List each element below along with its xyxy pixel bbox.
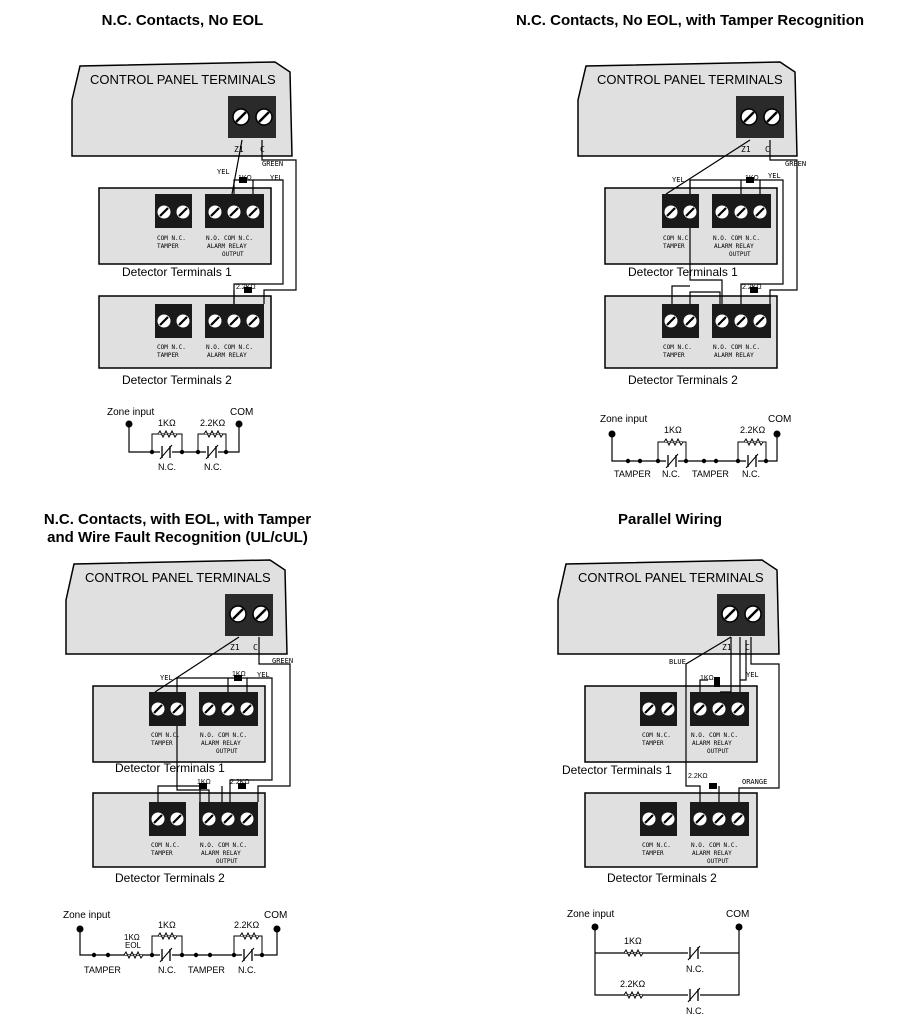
diagram-title-3-line2: and Wire Fault Recognition (UL/cUL) — [47, 529, 308, 546]
svg-text:2.2KΩ: 2.2KΩ — [230, 779, 250, 786]
svg-text:2.2KΩ: 2.2KΩ — [620, 979, 646, 989]
svg-text:ALARM RELAY: ALARM RELAY — [201, 850, 241, 857]
svg-text:COM N.C.: COM N.C. — [642, 842, 671, 849]
control-panel-label: CONTROL PANEL TERMINALS — [90, 72, 276, 87]
svg-text:TAMPER: TAMPER — [157, 243, 179, 250]
svg-text:COM N.C.: COM N.C. — [663, 344, 692, 351]
diagram-4 — [558, 560, 779, 1016]
svg-text:TAMPER: TAMPER — [151, 850, 173, 857]
svg-text:1KΩ: 1KΩ — [664, 425, 682, 435]
svg-text:TAMPER: TAMPER — [642, 850, 664, 857]
svg-text:N.O. COM N.C.: N.O. COM N.C. — [206, 344, 253, 351]
svg-text:GREEN: GREEN — [785, 160, 807, 168]
svg-text:1KΩ: 1KΩ — [158, 920, 176, 930]
detector-1-label: Detector Terminals 1 — [628, 265, 738, 279]
detector-2-label: Detector Terminals 2 — [122, 373, 232, 387]
svg-text:EOL: EOL — [125, 941, 142, 950]
diagram-3 — [63, 560, 293, 975]
svg-text:TAMPER: TAMPER — [663, 243, 685, 250]
svg-text:YEL: YEL — [257, 671, 270, 679]
svg-text:N.C.: N.C. — [686, 1006, 704, 1016]
svg-text:C: C — [765, 145, 770, 154]
svg-text:TAMPER: TAMPER — [157, 352, 179, 359]
svg-text:OUTPUT: OUTPUT — [216, 748, 238, 755]
svg-text:ALARM RELAY: ALARM RELAY — [207, 352, 247, 359]
svg-text:N.O. COM N.C.: N.O. COM N.C. — [713, 235, 760, 242]
diagram-title-2: N.C. Contacts, No EOL, with Tamper Recognition — [515, 12, 865, 29]
svg-text:1KΩ: 1KΩ — [624, 936, 642, 946]
wire-yel-label-1: YEL — [217, 168, 230, 176]
detector-1-label: Detector Terminals 1 — [115, 761, 225, 775]
svg-text:OUTPUT: OUTPUT — [707, 748, 729, 755]
svg-text:N.C.: N.C. — [158, 462, 176, 472]
svg-text:2.2KΩ: 2.2KΩ — [234, 920, 260, 930]
detector-1-label: Detector Terminals 1 — [122, 265, 232, 279]
svg-text:Z1: Z1 — [722, 643, 732, 652]
svg-text:TAMPER: TAMPER — [692, 469, 729, 479]
svg-text:N.C.: N.C. — [204, 462, 222, 472]
svg-text:Z1: Z1 — [741, 145, 751, 154]
svg-text:COM N.C.: COM N.C. — [663, 235, 692, 242]
terminal-z1-label: Z1 — [234, 145, 244, 154]
svg-text:N.C.: N.C. — [158, 965, 176, 975]
schematic-4 — [567, 909, 749, 1016]
diagram-2 — [578, 62, 806, 479]
svg-text:N.O. COM N.C.: N.O. COM N.C. — [200, 732, 247, 739]
svg-text:ALARM RELAY: ALARM RELAY — [714, 243, 754, 250]
svg-text:C: C — [253, 643, 258, 652]
detector-2-label: Detector Terminals 2 — [628, 373, 738, 387]
svg-text:ALARM RELAY: ALARM RELAY — [692, 850, 732, 857]
schematic-1 — [107, 407, 253, 472]
svg-text:COM: COM — [264, 910, 288, 921]
svg-text:COM: COM — [768, 414, 792, 425]
schematic-3 — [63, 910, 287, 975]
svg-text:2.2KΩ: 2.2KΩ — [688, 773, 708, 780]
svg-text:COM N.C.: COM N.C. — [151, 732, 180, 739]
svg-text:ALARM RELAY: ALARM RELAY — [714, 352, 754, 359]
svg-text:OUTPUT: OUTPUT — [216, 858, 238, 865]
svg-text:TAMPER: TAMPER — [642, 740, 664, 747]
wire-green-label: GREEN — [262, 160, 284, 168]
terminal-c-label: C — [260, 145, 265, 154]
svg-text:2.2KΩ: 2.2KΩ — [200, 418, 226, 428]
detector-1-label: Detector Terminals 1 — [562, 763, 672, 777]
svg-text:Z1: Z1 — [230, 643, 240, 652]
svg-text:OUTPUT: OUTPUT — [707, 858, 729, 865]
svg-text:YEL: YEL — [672, 176, 685, 184]
diagram-title-4: Parallel Wiring — [617, 511, 723, 528]
control-panel-label: CONTROL PANEL TERMINALS — [578, 570, 764, 585]
control-panel-label: CONTROL PANEL TERMINALS — [597, 72, 783, 87]
svg-text:BLUE: BLUE — [669, 658, 686, 666]
svg-text:1KΩ: 1KΩ — [232, 671, 246, 678]
svg-text:2.2KΩ: 2.2KΩ — [740, 425, 766, 435]
svg-text:Zone input: Zone input — [567, 909, 615, 920]
svg-text:GREEN: GREEN — [272, 657, 294, 665]
svg-text:ORANGE: ORANGE — [742, 778, 768, 786]
svg-text:COM N.C.: COM N.C. — [642, 732, 671, 739]
svg-text:Zone input: Zone input — [600, 414, 648, 425]
c-screw-icon — [256, 109, 272, 125]
svg-text:COM N.C.: COM N.C. — [151, 842, 180, 849]
svg-text:N.C.: N.C. — [662, 469, 680, 479]
svg-text:N.C.: N.C. — [238, 965, 256, 975]
svg-text:ALARM RELAY: ALARM RELAY — [201, 740, 241, 747]
svg-text:1KΩ: 1KΩ — [745, 175, 759, 182]
svg-text:TAMPER: TAMPER — [84, 965, 121, 975]
svg-text:COM N.C.: COM N.C. — [157, 235, 186, 242]
svg-text:TAMPER: TAMPER — [663, 352, 685, 359]
svg-text:YEL: YEL — [746, 671, 759, 679]
svg-text:COM N.C.: COM N.C. — [157, 344, 186, 351]
control-panel-label: CONTROL PANEL TERMINALS — [85, 570, 271, 585]
svg-text:1KΩ: 1KΩ — [700, 675, 714, 682]
svg-text:COM: COM — [726, 909, 750, 920]
svg-text:1KΩ: 1KΩ — [124, 933, 140, 942]
svg-text:Zone input: Zone input — [107, 407, 155, 418]
detector-2-label: Detector Terminals 2 — [115, 871, 225, 885]
svg-text:N.O. COM N.C.: N.O. COM N.C. — [691, 842, 738, 849]
svg-text:N.C.: N.C. — [742, 469, 760, 479]
svg-text:ALARM RELAY: ALARM RELAY — [207, 243, 247, 250]
svg-text:C: C — [745, 643, 750, 652]
svg-text:TAMPER: TAMPER — [188, 965, 225, 975]
res-1k-label: 1KΩ — [238, 175, 252, 182]
svg-text:TAMPER: TAMPER — [151, 740, 173, 747]
wire-yel-label-2: YEL — [270, 174, 283, 182]
svg-text:OUTPUT: OUTPUT — [729, 251, 751, 258]
svg-text:2.2KΩ: 2.2KΩ — [742, 284, 762, 291]
svg-text:N.O. COM N.C.: N.O. COM N.C. — [200, 842, 247, 849]
svg-text:N.C.: N.C. — [686, 964, 704, 974]
detector-2-label: Detector Terminals 2 — [607, 871, 717, 885]
svg-text:YEL: YEL — [768, 172, 781, 180]
svg-text:N.O. COM N.C.: N.O. COM N.C. — [691, 732, 738, 739]
diagram-1 — [72, 62, 296, 472]
res-2k2-label: 2.2KΩ — [236, 284, 256, 291]
svg-text:1KΩ: 1KΩ — [197, 779, 211, 786]
svg-text:N.O. COM N.C.: N.O. COM N.C. — [713, 344, 760, 351]
diagram-title-3-line1: N.C. Contacts, with EOL, with Tamper — [43, 511, 312, 528]
svg-text:N.O. COM N.C.: N.O. COM N.C. — [206, 235, 253, 242]
svg-text:OUTPUT: OUTPUT — [222, 251, 244, 258]
svg-text:Zone input: Zone input — [63, 910, 111, 921]
schematic-2 — [600, 414, 791, 479]
z1-screw-icon — [233, 109, 249, 125]
svg-text:YEL: YEL — [160, 674, 173, 682]
svg-text:TAMPER: TAMPER — [614, 469, 651, 479]
svg-text:1KΩ: 1KΩ — [158, 418, 176, 428]
svg-text:ALARM RELAY: ALARM RELAY — [692, 740, 732, 747]
diagram-title-1: N.C. Contacts, No EOL — [101, 12, 264, 29]
svg-text:COM: COM — [230, 407, 254, 418]
